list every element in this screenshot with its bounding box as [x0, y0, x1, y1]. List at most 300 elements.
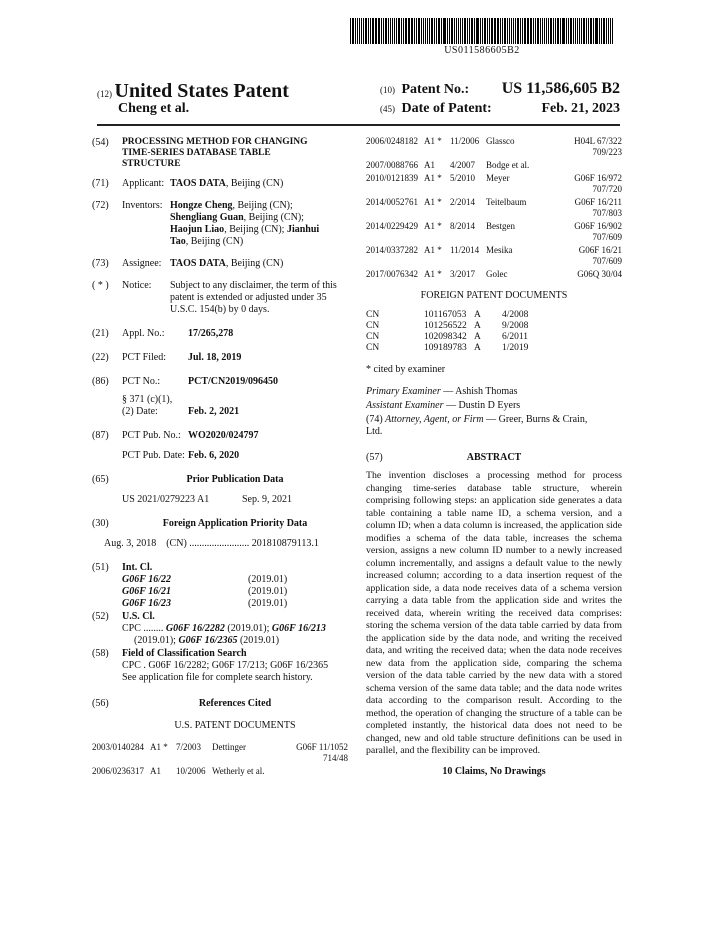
primary-examiner-name: — Ashish Thomas — [440, 386, 518, 397]
barcode-bar — [414, 18, 415, 44]
applicant-name: TAOS DATA — [170, 178, 226, 189]
barcode-bar — [527, 18, 528, 44]
foreign-date: 4/2008 — [502, 310, 529, 320]
barcode-bar — [441, 18, 442, 44]
patent-date: Feb. 21, 2023 — [541, 101, 620, 116]
int-cl-version: (2019.01) — [248, 586, 288, 597]
barcode-bar — [425, 18, 427, 44]
assistant-examiner-label: Assistant Examiner — [366, 400, 444, 411]
reference-no: 2007/0088766 — [366, 160, 419, 170]
inventor-location: , Beijing (CN); — [224, 224, 287, 235]
reference-row — [366, 173, 622, 195]
notice-text — [170, 280, 337, 316]
reference-kind: A1 — [424, 160, 435, 170]
reference-kind: A1 * — [424, 136, 442, 146]
code-12: (12) — [97, 89, 112, 99]
barcode — [350, 18, 614, 44]
reference-kind: A1 * — [424, 245, 442, 255]
barcode-bar — [588, 18, 589, 44]
left-column — [92, 137, 348, 779]
inventor-location: , Beijing (CN) — [185, 236, 244, 247]
code-73: (73) — [92, 258, 109, 269]
barcode-bar — [530, 18, 532, 44]
notice-line: Subject to any disclaimer, the term of this — [170, 280, 337, 291]
header-rule — [97, 124, 620, 126]
appl-no-label: Appl. No.: — [122, 328, 165, 339]
us-cl-label: U.S. Cl. — [122, 611, 155, 622]
int-cl-version: (2019.01) — [248, 598, 288, 609]
int-cl-item — [122, 598, 348, 610]
barcode-bar — [383, 18, 384, 44]
foreign-priority-heading: Foreign Application Priority Data — [162, 518, 308, 529]
barcode-bar — [528, 18, 529, 44]
reference-no: 2003/0140284 — [92, 742, 145, 752]
reference-row — [366, 136, 622, 158]
barcode-bar — [595, 18, 596, 44]
barcode-bar — [403, 18, 404, 44]
barcode-bar — [484, 18, 486, 44]
barcode-bar — [396, 18, 397, 44]
reference-class: G06F 16/902 — [574, 221, 622, 231]
abstract-heading: ABSTRACT — [466, 452, 522, 463]
appl-no: 17/265,278 — [188, 328, 234, 339]
title-line: PROCESSING METHOD FOR CHANGING — [122, 137, 308, 147]
field-21 — [92, 328, 348, 340]
reference-name: Meyer — [486, 173, 510, 183]
code-71: (71) — [92, 178, 109, 189]
barcode-bar — [581, 18, 582, 44]
barcode-bar — [451, 18, 453, 44]
cpc-label: CPC ........ — [122, 623, 166, 634]
barcode-bar — [487, 18, 488, 44]
inventors-label: Inventors: — [122, 200, 163, 211]
reference-date: 2/2014 — [450, 197, 476, 207]
assistant-examiner-name: — Dustin D Eyers — [443, 400, 521, 411]
reference-class-secondary: 707/803 — [592, 208, 622, 218]
barcode-bar — [474, 18, 475, 44]
primary-examiner — [366, 386, 622, 398]
inventor-name: Haojun Liao — [170, 224, 225, 235]
barcode-bar — [376, 18, 377, 44]
foreign-reference-row — [366, 310, 622, 321]
barcode-bar — [392, 18, 394, 44]
barcode-bar — [375, 18, 376, 44]
left-reference-list — [92, 742, 348, 777]
inventor-location: , Beijing (CN); — [232, 200, 293, 211]
foreign-kind: A — [474, 321, 481, 331]
reference-date: 3/2017 — [450, 269, 476, 279]
authors: Cheng et al. — [118, 101, 190, 116]
barcode-bar — [365, 18, 367, 44]
barcode-bar — [456, 18, 457, 44]
cpc-class: G06F 16/2365 — [178, 635, 238, 646]
barcode-bar — [476, 18, 477, 44]
barcode-bar — [583, 18, 585, 44]
pct-no: PCT/CN2019/096450 — [188, 376, 278, 387]
abstract-heading-row — [366, 452, 622, 464]
barcode-bar — [355, 18, 356, 44]
barcode-bar — [540, 18, 541, 44]
attorney-label: Attorney, Agent, or Firm — [385, 414, 484, 425]
code-65: (65) — [92, 474, 109, 485]
foreign-cc: CN — [366, 321, 380, 331]
code-56: (56) — [92, 698, 109, 709]
patent-no: US 11,586,605 B2 — [501, 80, 620, 97]
barcode-bar — [464, 18, 466, 44]
code-87: (87) — [92, 430, 109, 441]
int-cl-class: G06F 16/23 — [122, 598, 171, 609]
foreign-reference-row — [366, 343, 622, 354]
barcode-bar — [385, 18, 387, 44]
barcode-bar — [601, 18, 602, 44]
barcode-bar — [550, 18, 552, 44]
barcode-bar — [548, 18, 549, 44]
int-cl-list — [122, 574, 348, 610]
code-45: (45) — [380, 104, 395, 114]
barcode-bar — [566, 18, 567, 44]
us-patent-docs-heading: U.S. PATENT DOCUMENTS — [174, 720, 296, 731]
barcode-bar — [579, 18, 580, 44]
field-22 — [92, 352, 348, 364]
reference-no: 2017/0076342 — [366, 269, 419, 279]
reference-name: Bestgen — [486, 221, 515, 231]
reference-class: G06F 11/1052 — [296, 742, 348, 752]
barcode-bar — [460, 18, 461, 44]
barcode-bar — [471, 18, 473, 44]
barcode-bar — [477, 18, 479, 44]
cpc-version: (2019.01) — [237, 635, 280, 646]
barcode-bar — [533, 18, 534, 44]
field-51 — [92, 562, 348, 574]
barcode-bar — [555, 18, 556, 44]
barcode-bar — [603, 18, 605, 44]
barcode-bar — [357, 18, 358, 44]
code-57: (57) — [366, 452, 383, 463]
us-cl-line-1 — [122, 623, 348, 635]
cpc-version: (2019.01); — [224, 623, 272, 634]
barcode-bar — [368, 18, 369, 44]
reference-class-secondary: 714/48 — [322, 753, 348, 763]
barcode-bar — [436, 18, 437, 44]
foreign-no: 109189783 — [424, 343, 467, 353]
foreign-no: 102098342 — [424, 332, 467, 342]
barcode-bar — [381, 18, 382, 44]
field-71 — [92, 178, 348, 190]
barcode-bar — [575, 18, 576, 44]
barcode-bar — [390, 18, 391, 44]
assistant-examiner — [366, 400, 622, 412]
barcode-bar — [599, 18, 600, 44]
reference-kind: A1 — [150, 766, 161, 776]
invention-title — [122, 137, 308, 170]
foreign-date: 1/2019 — [502, 343, 529, 353]
reference-kind: A1 * — [424, 221, 442, 231]
abstract-text: The invention discloses a processing method for process changing time-series database table structure, wherein comprising following steps: an application side generates a data table containing a table name ID, a schema version, and a column ID; when a data column is increased, the application side modifies a schema of the data table, increases the schema version, assigns a new column ID number to a newly increased column incrementally, and assigns a default value to the newly increased column; according to a data insertion request of the application side, a data node receives data of a schema version carrying a data table from the application side and writes the received data, wherein writing the received data comprises: storing the schema version of the data table carried by data from the application side by the data node, and writing the received data, and writing the received data; when the data node receives new data from the application side, comparing the schema version of the data table carried by the new data with a stored schema version of the same data table; and the data node writes data according to the comparison result. According to the method, the operation of changing the structure of a table can be completed instantly, the historical data does not need to be changed, new and old table structure definitions can be used in parallel, and the flexibility can be improved. — [366, 470, 622, 756]
reference-no: 2014/0052761 — [366, 197, 419, 207]
barcode-bar — [537, 18, 539, 44]
reference-date: 8/2014 — [450, 221, 476, 231]
barcode-bar — [610, 18, 612, 44]
reference-kind: A1 * — [424, 197, 442, 207]
barcode-bar — [563, 18, 565, 44]
field-72 — [92, 200, 348, 248]
barcode-bar — [562, 18, 563, 44]
patent-date-row — [380, 101, 620, 117]
foreign-reference-list — [366, 310, 622, 354]
reference-class: G06Q 30/04 — [577, 269, 622, 279]
reference-class-secondary: 709/223 — [592, 147, 622, 157]
inventor-name: Hongze Cheng — [170, 200, 233, 211]
barcode-bar — [352, 18, 354, 44]
barcode-bar — [522, 18, 523, 44]
barcode-bar — [494, 18, 495, 44]
reference-name: Bodge et al. — [486, 160, 530, 170]
barcode-bar — [560, 18, 561, 44]
section-371-date: Feb. 2, 2021 — [188, 406, 240, 417]
barcode-bar — [431, 18, 433, 44]
barcode-bar — [388, 18, 389, 44]
barcode-bar — [577, 18, 579, 44]
reference-name: Teitelbaum — [486, 197, 527, 207]
barcode-bar — [517, 18, 519, 44]
barcode-bar — [416, 18, 417, 44]
assignee-location: , Beijing (CN) — [225, 258, 284, 269]
section-371-date-label: (2) Date: — [122, 406, 158, 417]
field-65 — [92, 474, 348, 486]
foreign-no: 101167053 — [424, 310, 467, 320]
barcode-bar — [535, 18, 536, 44]
cited-by-examiner: * cited by examiner — [366, 364, 446, 375]
barcode-bar — [593, 18, 594, 44]
prior-pub-date: Sep. 9, 2021 — [242, 494, 292, 505]
barcode-bar — [408, 18, 409, 44]
title-line: STRUCTURE — [122, 159, 181, 169]
reference-date: 7/2003 — [176, 742, 202, 752]
barcode-bar — [612, 18, 613, 44]
code-30: (30) — [92, 518, 109, 529]
field-87 — [92, 430, 348, 442]
reference-date: 5/2010 — [450, 173, 476, 183]
reference-row — [366, 197, 622, 219]
barcode-bar — [350, 18, 351, 44]
barcode-bar — [504, 18, 506, 44]
foreign-no: 101256522 — [424, 321, 467, 331]
reference-name: Golec — [486, 269, 508, 279]
code-10: (10) — [380, 85, 395, 95]
barcode-bar — [378, 18, 380, 44]
foreign-reference-row — [366, 332, 622, 343]
reference-class-secondary: 707/609 — [592, 232, 622, 242]
prior-pub-number: US 2021/0279223 A1 — [122, 494, 210, 505]
field-notice — [92, 280, 348, 316]
barcode-bar — [546, 18, 547, 44]
inventor-name: Shengliang Guan — [170, 212, 244, 223]
attorney-name: — Greer, Burns & Crain, — [483, 414, 588, 425]
barcode-number: US011586605B2 — [444, 45, 520, 56]
barcode-bar — [568, 18, 569, 44]
pct-pub-date: Feb. 6, 2020 — [188, 450, 240, 461]
reference-kind: A1 * — [150, 742, 168, 752]
barcode-bar — [608, 18, 609, 44]
code-51: (51) — [92, 562, 109, 573]
field-86 — [92, 376, 348, 388]
int-cl-version: (2019.01) — [248, 574, 288, 585]
patent-no-label: Patent No.: — [401, 82, 470, 97]
field-54 — [92, 137, 348, 170]
notice-line: U.S.C. 154(b) by 0 days. — [170, 304, 270, 315]
attorney-name-cont: Ltd. — [366, 426, 383, 437]
barcode-bar — [423, 18, 424, 44]
barcode-bar — [513, 18, 514, 44]
assignee-name: TAOS DATA — [170, 258, 226, 269]
assignee-label: Assignee: — [122, 258, 162, 269]
barcode-bar — [401, 18, 402, 44]
foreign-priority-line: Aug. 3, 2018 (CN) ........................ 201810879113.1 — [104, 538, 319, 549]
reference-no: 2006/0236317 — [92, 766, 145, 776]
reference-class: G06F 16/211 — [574, 197, 622, 207]
barcode-bar — [596, 18, 598, 44]
barcode-bar — [491, 18, 493, 44]
barcode-bar — [421, 18, 422, 44]
section-371: § 371 (c)(1), — [122, 394, 173, 405]
cpc-class: G06F 16/213 — [271, 623, 326, 634]
barcode-bar — [447, 18, 448, 44]
field-58 — [92, 648, 348, 660]
barcode-bar — [394, 18, 395, 44]
foreign-kind: A — [474, 310, 481, 320]
applicant-label: Applicant: — [122, 178, 165, 189]
barcode-bar — [458, 18, 460, 44]
code-58: (58) — [92, 648, 109, 659]
pct-pub-no-label: PCT Pub. No.: — [122, 430, 181, 441]
reference-no: 2010/0121839 — [366, 173, 419, 183]
notice-label: Notice: — [122, 280, 152, 291]
barcode-bar — [434, 18, 435, 44]
barcode-bar — [557, 18, 559, 44]
barcode-bar — [443, 18, 444, 44]
int-cl-class: G06F 16/22 — [122, 574, 171, 585]
barcode-bar — [438, 18, 440, 44]
references-heading: References Cited — [198, 698, 272, 709]
field-search-label: Field of Classification Search — [122, 648, 247, 659]
code-72: (72) — [92, 200, 109, 211]
barcode-bar — [467, 18, 468, 44]
code-74: (74) — [366, 414, 383, 425]
reference-name: Glassco — [486, 136, 515, 146]
barcode-bar — [524, 18, 526, 44]
reference-row — [366, 160, 622, 171]
reference-date: 10/2006 — [176, 766, 206, 776]
barcode-bar — [469, 18, 470, 44]
reference-row — [366, 245, 622, 267]
reference-no: 2014/0337282 — [366, 245, 419, 255]
reference-no: 2006/0248182 — [366, 136, 419, 146]
field-search-note: See application file for complete search history. — [122, 672, 313, 683]
pct-pub-date-row — [122, 450, 348, 462]
reference-class: G06F 16/21 — [578, 245, 622, 255]
barcode-bar — [480, 18, 481, 44]
barcode-bar — [500, 18, 501, 44]
reference-row — [92, 766, 348, 777]
barcode-bar — [502, 18, 503, 44]
foreign-reference-row — [366, 321, 622, 332]
code-54: (54) — [92, 137, 109, 148]
barcode-bar — [418, 18, 420, 44]
cpc-version: (2019.01); — [134, 635, 179, 646]
field-73 — [92, 258, 348, 270]
code-86: (86) — [92, 376, 109, 387]
foreign-kind: A — [474, 332, 481, 342]
barcode-bar — [515, 18, 516, 44]
prior-pub-row — [122, 494, 348, 506]
barcode-bar — [586, 18, 587, 44]
pct-filed-label: PCT Filed: — [122, 352, 166, 363]
field-52 — [92, 611, 348, 623]
barcode-bar — [409, 18, 410, 44]
pct-filed-date: Jul. 18, 2019 — [188, 352, 242, 363]
barcode-bar — [361, 18, 362, 44]
int-cl-class: G06F 16/21 — [122, 586, 171, 597]
reference-date: 11/2014 — [450, 245, 480, 255]
notice-line: patent is extended or adjusted under 35 — [170, 292, 327, 303]
reference-row — [366, 269, 622, 280]
barcode-bar — [372, 18, 374, 44]
claims-summary: 10 Claims, No Drawings — [442, 765, 546, 777]
field-30 — [92, 518, 348, 530]
barcode-bar — [482, 18, 483, 44]
inventor-location: , Beijing (CN); — [243, 212, 304, 223]
barcode-bar — [553, 18, 554, 44]
cpc-class: G06F 16/2282 — [165, 623, 225, 634]
reference-name: Dettinger — [212, 742, 246, 752]
barcode-bar — [405, 18, 407, 44]
barcode-bar — [509, 18, 510, 44]
barcode-bar — [590, 18, 592, 44]
reference-date: 4/2007 — [450, 160, 476, 170]
barcode-bar — [370, 18, 371, 44]
foreign-docs-heading: FOREIGN PATENT DOCUMENTS — [420, 290, 568, 301]
barcode-bar — [462, 18, 463, 44]
reference-no: 2014/0229429 — [366, 221, 419, 231]
barcode-bar — [427, 18, 428, 44]
inventor-name: Tao — [170, 236, 186, 247]
reference-row — [92, 742, 348, 764]
reference-date: 11/2006 — [450, 136, 480, 146]
header-title-row — [97, 80, 289, 103]
inventor-name: Jianhui — [286, 224, 320, 235]
pct-pub-date-label: PCT Pub. Date: — [122, 450, 185, 461]
pct-pub-no: WO2020/024797 — [188, 430, 259, 441]
reference-kind: A1 * — [424, 173, 442, 183]
right-reference-list — [366, 136, 622, 280]
patent-date-label: Date of Patent: — [401, 101, 492, 116]
reference-class-secondary: 707/720 — [592, 184, 622, 194]
int-cl-label: Int. Cl. — [122, 562, 153, 573]
barcode-bar — [520, 18, 521, 44]
pct-no-label: PCT No.: — [122, 376, 161, 387]
title-line: TIME-SERIES DATABASE TABLE — [122, 148, 271, 158]
barcode-bar — [411, 18, 413, 44]
barcode-bar — [454, 18, 455, 44]
code-notice: ( * ) — [92, 280, 109, 291]
reference-name: Mesika — [486, 245, 513, 255]
reference-kind: A1 * — [424, 269, 442, 279]
patent-title: United States Patent — [114, 80, 289, 102]
us-cl-line-2 — [134, 635, 348, 647]
section-371-date-row — [122, 406, 348, 418]
barcode-bar — [495, 18, 496, 44]
foreign-date: 9/2008 — [502, 321, 529, 331]
